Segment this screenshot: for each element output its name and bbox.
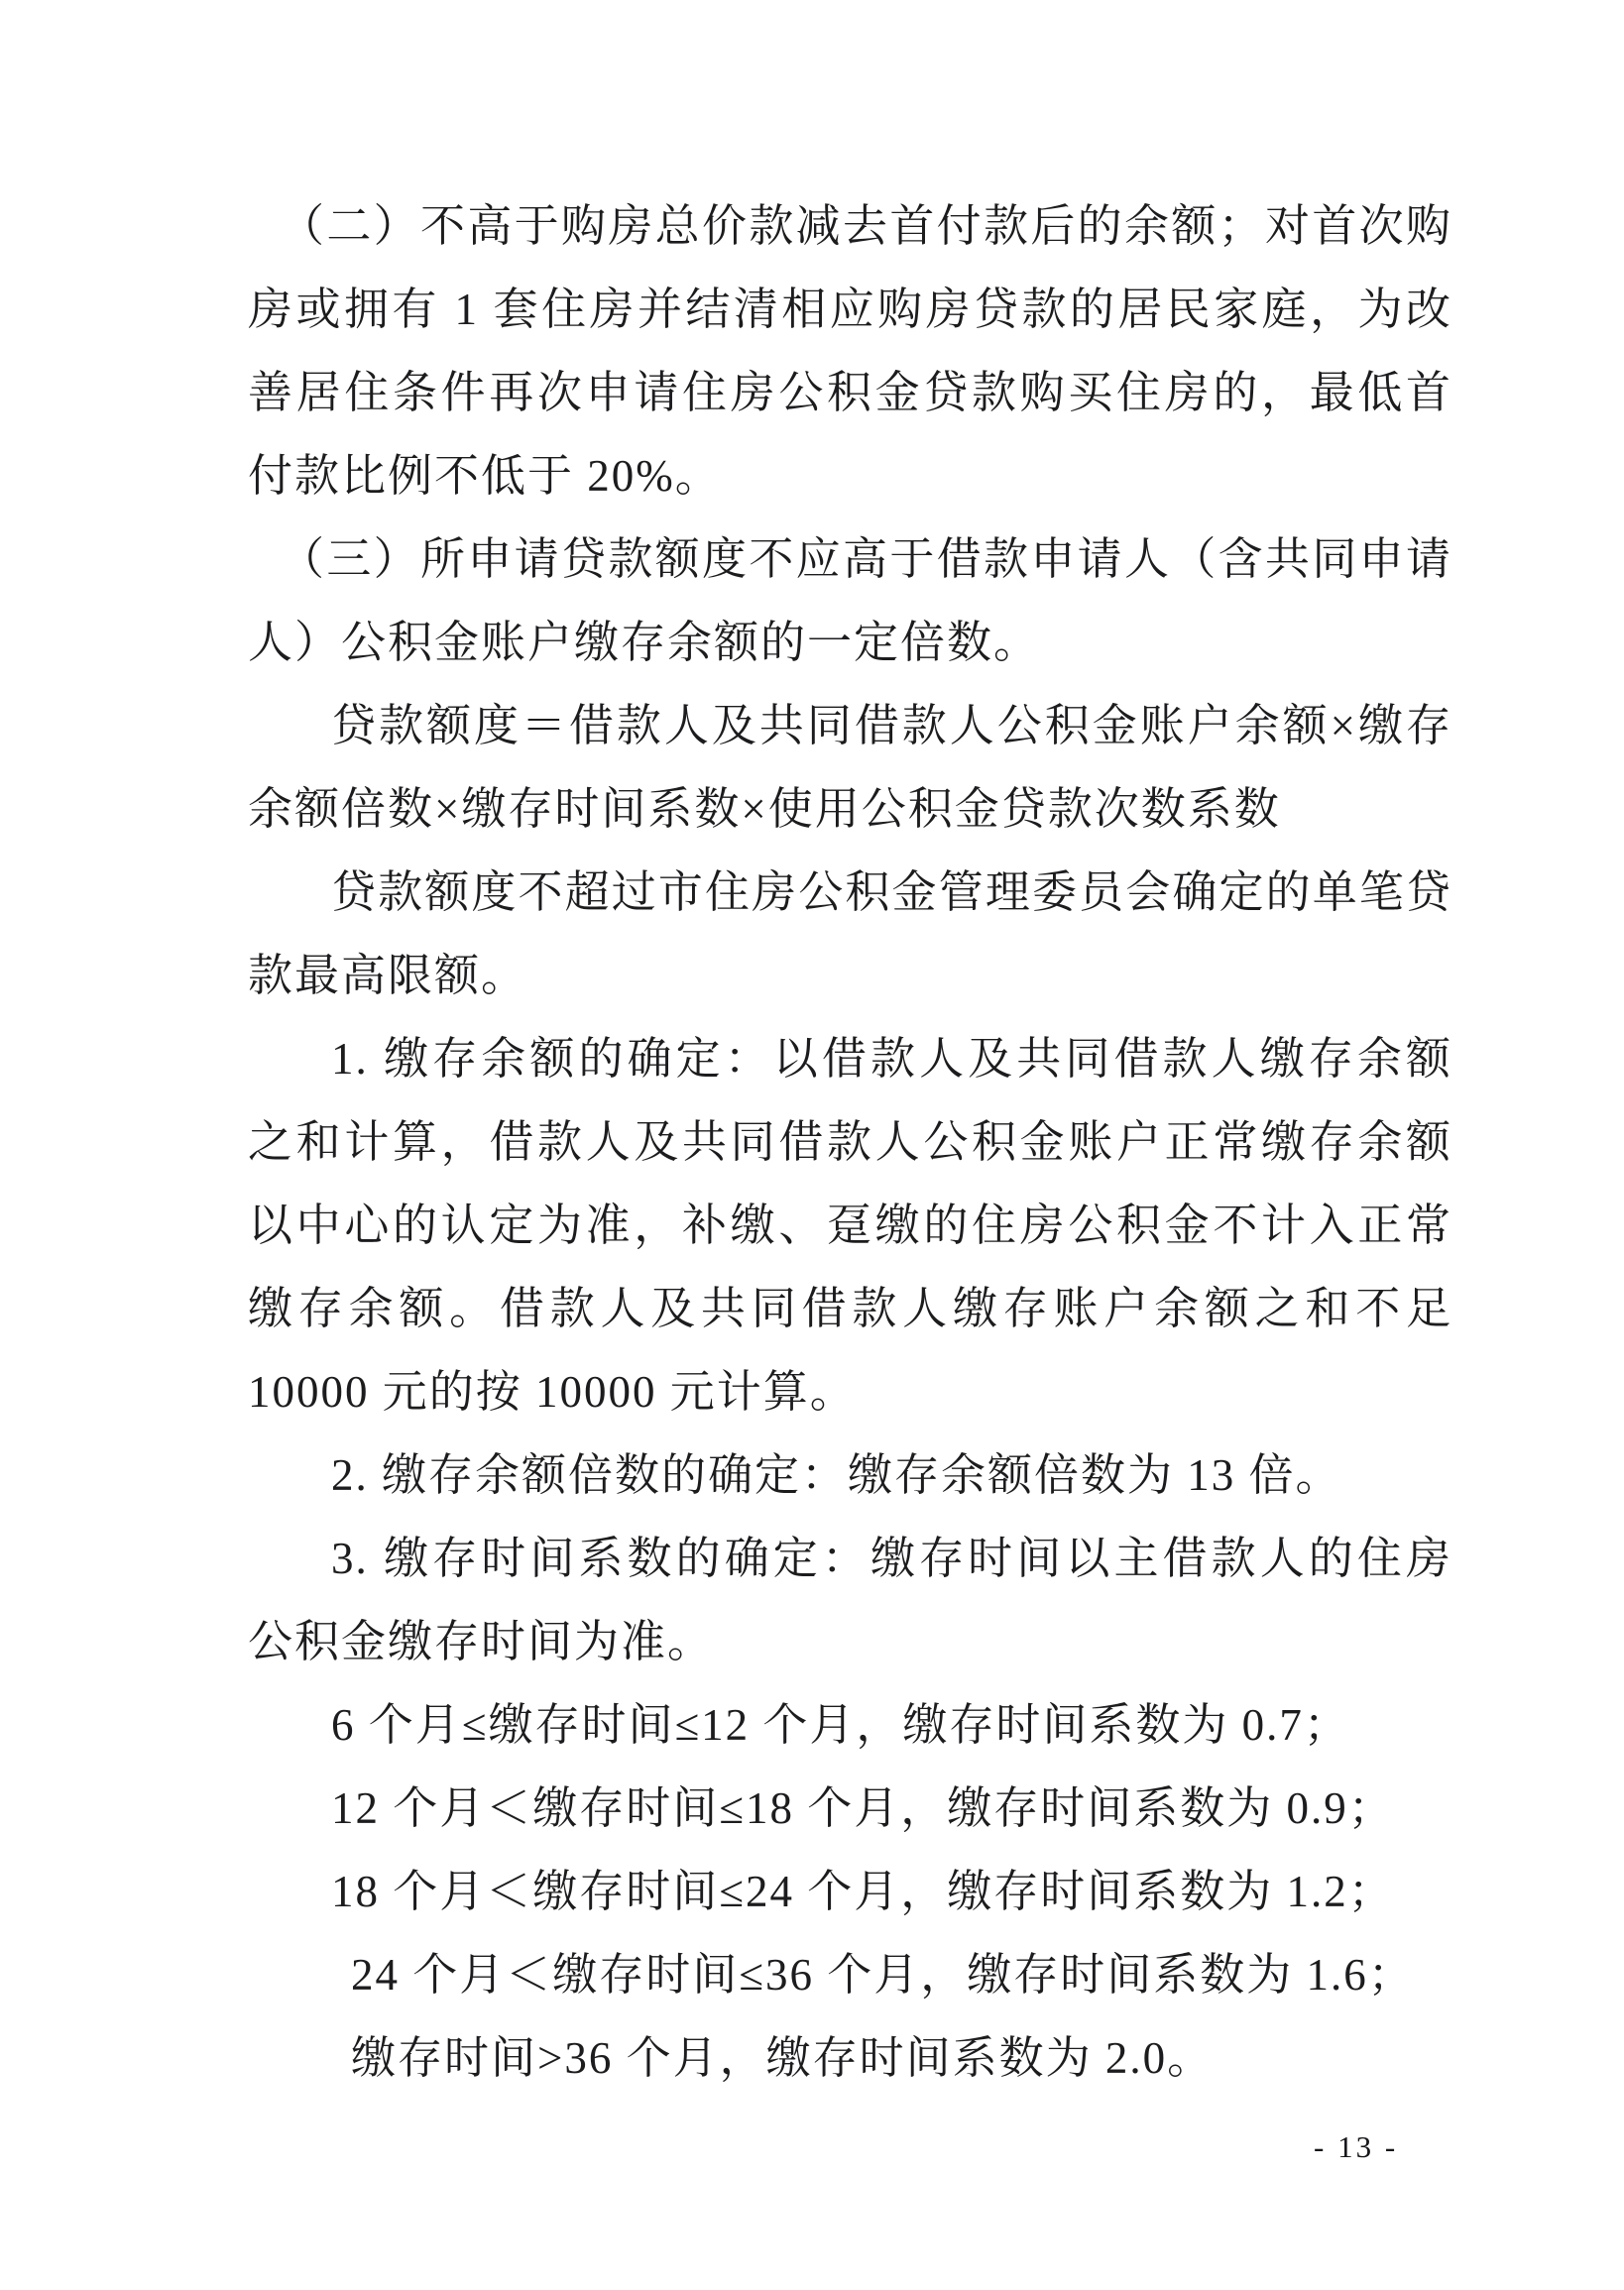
para-single-loan-cap: 贷款额度不超过市住房公积金管理委员会确定的单笔贷款最高限额。	[248, 867, 1452, 1000]
para-item-3-time-coefficient: 3. 缴存时间系数的确定：缴存时间以主借款人的住房公积金缴存时间为准。	[248, 1534, 1452, 1666]
para-clause-2-downpayment: （二）不高于购房总价款减去首付款后的余额；对首次购房或拥有 1 套住房并结清相应购房贷款的居民家庭，为改善居住条件再次申请住房公积金贷款购买住房的，最低首付款比例不低于 20%。	[248, 201, 1452, 501]
para-coeff-18-24-months: 18 个月＜缴存时间≤24 个月，缴存时间系数为 1.2；	[331, 1867, 1395, 1916]
page-number: - 13 -	[1314, 2129, 1399, 2164]
para-coeff-12-18-months: 12 个月＜缴存时间≤18 个月，缴存时间系数为 0.9；	[331, 1783, 1395, 1833]
document-body	[248, 184, 1452, 2100]
para-item-1-deposit-balance: 1. 缴存余额的确定：以借款人及共同借款人缴存余额之和计算，借款人及共同借款人公积金账户正常缴存余额以中心的认定为准，补缴、趸缴的住房公积金不计入正常缴存余额。借款人及共同借款人缴存账户余额之和不足 10000 元的按 10000 元计算。	[248, 1034, 1452, 1417]
para-coeff-6-12-months: 6 个月≤缴存时间≤12 个月，缴存时间系数为 0.7；	[331, 1700, 1350, 1750]
para-clause-3-loan-amount-limit: （三）所申请贷款额度不应高于借款申请人（含共同申请人）公积金账户缴存余额的一定倍数。	[248, 534, 1452, 667]
para-coeff-over-36-months: 缴存时间>36 个月，缴存时间系数为 2.0。	[351, 2033, 1215, 2083]
para-loan-amount-formula: 贷款额度＝借款人及共同借款人公积金账户余额×缴存余额倍数×缴存时间系数×使用公积金贷款次数系数	[248, 701, 1452, 834]
para-coeff-24-36-months: 24 个月＜缴存时间≤36 个月，缴存时间系数为 1.6；	[351, 1950, 1415, 2000]
para-item-2-balance-multiplier: 2. 缴存余额倍数的确定：缴存余额倍数为 13 倍。	[331, 1450, 1342, 1500]
